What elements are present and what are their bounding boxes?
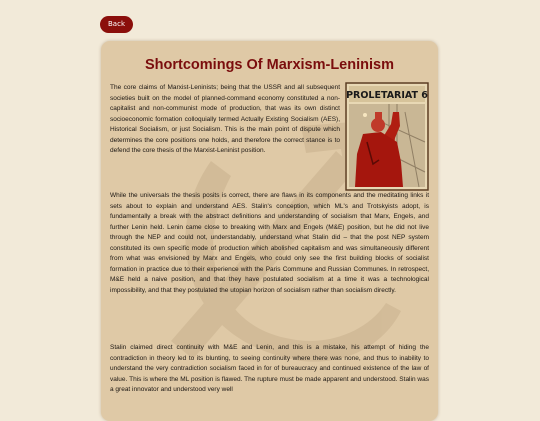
article-paragraph: While the universals the thesis posits is correct, there are flaws in its components and the meditating links it sets about to explain and understand AES. Stalin's conception, which ML's and Trotskyists adopt, is fundamentally a break with the abstract definitions and understanding of socialism that Marx, Engels, and further Lenin held. Lenin came close to breaking with Marx and Engels (M&E) position, but he did not live through the NEP and could not, understandably, understand what Stalin did – that the post NEP system constituted its own specific mode of production which abolished capitalism and was simultaneously different from what was envisioned by Marx and Engels, who could only see the first building blocks of socialist formation in practice due to their experience with the Paris Commune and Russian Communes. In retrospect, M&E held a naive position, and that they have postulated socialism at a time it was a technological impossibility, and that they postulated the utopian horizon of socialism rather than socialism directly. bbox=[110, 192, 429, 294]
proletariat-poster-image bbox=[345, 82, 429, 191]
article-paragraph: The core claims of Marxist-Leninists; being that the USSR and all subsequent societies built on the model of planned-command economy constituted a non-capitalist and non-communist mode of production, that was its own distinct socioeconomic formation colloquially termed Actually Existing Socialism (AES), Historical Socialism, or just Socialism. This is the main point of dispute which determines the core positions one holds, and therefore the correct stance is to defend the core thesis of the Marxist-Leninist position. bbox=[110, 84, 340, 154]
article-paragraph: Stalin claimed direct continuity with M&E and Lenin, and this is a mistake, his attempt of hiding the contradiction in theory led to its blunting, to seeing continuity where there was none, and thus to inability to understand the very contradiction socialism faced in for of bureaucracy and continued existence of the law of value. This is where the ML position is flawed. The rupture must be made apparent and understood. Stalin was a great innovator and understood very well bbox=[110, 344, 429, 393]
poster-title: PROLETARIAT 6 bbox=[346, 90, 428, 101]
article-card bbox=[101, 41, 438, 421]
back-button[interactable]: Back bbox=[100, 16, 133, 33]
page-title: Shortcomings Of Marxism-Leninism bbox=[145, 57, 394, 73]
